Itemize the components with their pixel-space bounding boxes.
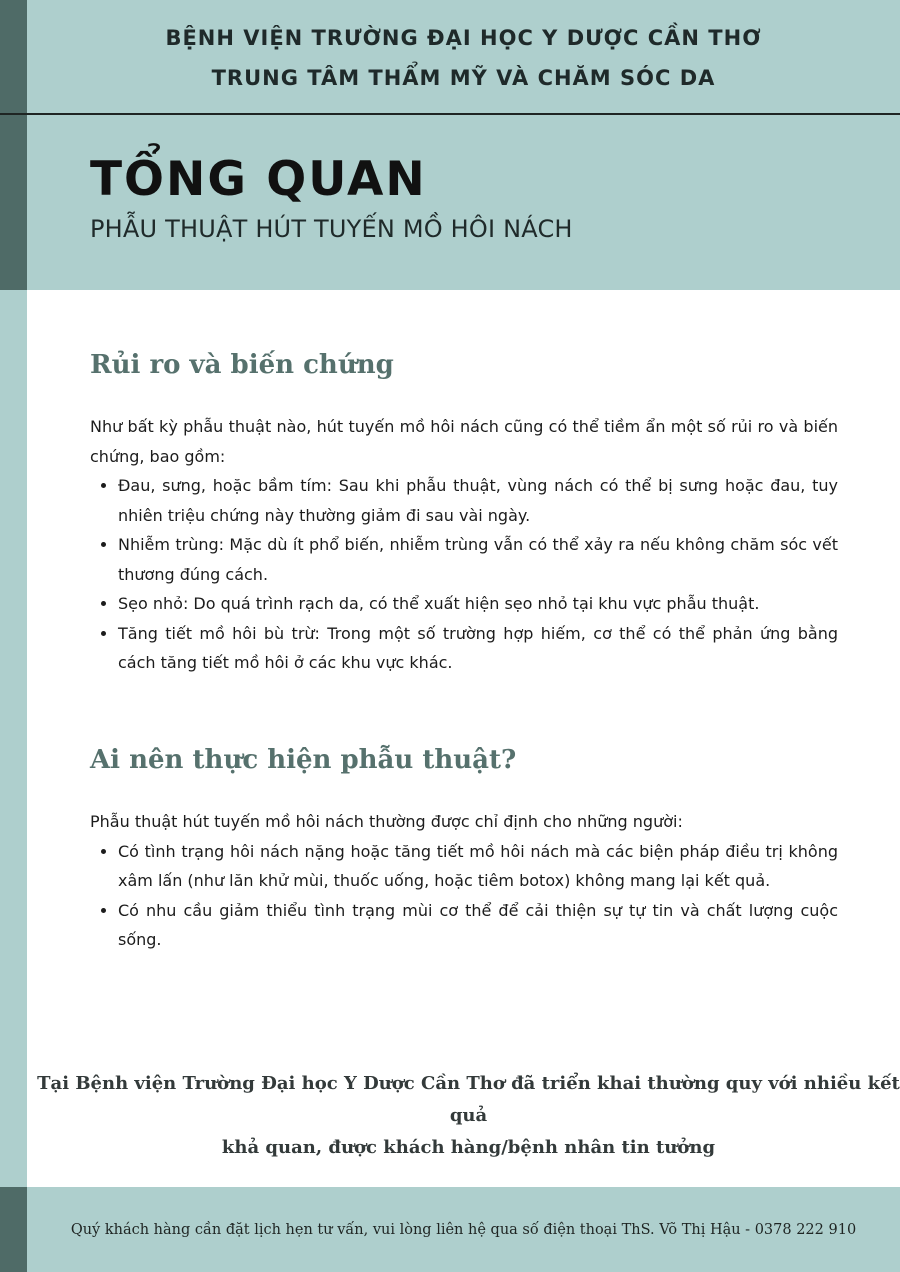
- contact-text: Quý khách hàng cần đặt lịch hẹn tư vấn, vui lòng liên hệ qua số điện thoại ThS. Võ Thị Hậu - 0378 222 910: [70, 1221, 857, 1238]
- organization-name: BỆNH VIỆN TRƯỜNG ĐẠI HỌC Y DƯỢC CẦN THƠ: [165, 26, 762, 50]
- closing-statement: [37, 1068, 900, 1164]
- left-accent-strip-bottom: [0, 1187, 27, 1272]
- list-item: • Có tình trạng hôi nách nặng hoặc tăng tiết mồ hôi nách mà các biện pháp điều trị không xâm lấn (như lăn khử mùi, thuốc uống, hoặc tiêm botox) không mang lại kết quả.: [118, 837, 838, 896]
- page-title: TỔNG QUAN: [90, 152, 427, 207]
- closing-line: Tại Bệnh viện Trường Đại học Y Dược Cần Thơ đã triển khai thường quy với nhiều kết quả: [37, 1073, 900, 1126]
- closing-line: khả quan, được khách hàng/bệnh nhân tin tưởng: [221, 1137, 716, 1158]
- page-subtitle: PHẪU THUẬT HÚT TUYẾN MỒ HÔI NÁCH: [90, 215, 573, 243]
- department-name: TRUNG TÂM THẨM MỸ VÀ CHĂM SÓC DA: [211, 66, 716, 90]
- content-panel: [27, 290, 900, 1187]
- list-item: • Có nhu cầu giảm thiểu tình trạng mùi cơ thể để cải thiện sự tự tin và chất lượng cuộc sống.: [118, 896, 838, 955]
- list-item: • Tăng tiết mồ hôi bù trừ: Trong một số trường hợp hiếm, cơ thể có thể phản ứng bằng cách tăng tiết mồ hôi ở các khu vực khác.: [118, 619, 838, 678]
- section-title-candidates: Ai nên thực hiện phẫu thuật?: [90, 745, 517, 775]
- list-item: • Nhiễm trùng: Mặc dù ít phổ biến, nhiễm trùng vẫn có thể xảy ra nếu không chăm sóc vết thương đúng cách.: [118, 530, 838, 589]
- left-accent-strip-top: [0, 0, 27, 290]
- list-item: • Sẹo nhỏ: Do quá trình rạch da, có thể xuất hiện sẹo nhỏ tại khu vực phẫu thuật.: [118, 589, 838, 619]
- list-item: • Đau, sưng, hoặc bầm tím: Sau khi phẫu thuật, vùng nách có thể bị sưng hoặc đau, tuy nhiên triệu chứng này thường giảm đi sau vài ngày.: [118, 471, 838, 530]
- candidate-list: [90, 837, 838, 955]
- section-body-candidates: [90, 807, 838, 955]
- risk-list: [90, 471, 838, 678]
- footer-contact: [27, 1187, 900, 1272]
- section-intro: Phẫu thuật hút tuyến mồ hôi nách thường được chỉ định cho những người:: [90, 812, 683, 831]
- organization-header: [27, 18, 900, 98]
- header-divider: [0, 113, 900, 115]
- section-title-risks: Rủi ro và biến chứng: [90, 350, 394, 380]
- section-intro: Như bất kỳ phẫu thuật nào, hút tuyến mồ hôi nách cũng có thể tiềm ẩn một số rủi ro và biến chứng, bao gồm:: [90, 417, 838, 466]
- section-body-risks: [90, 412, 838, 678]
